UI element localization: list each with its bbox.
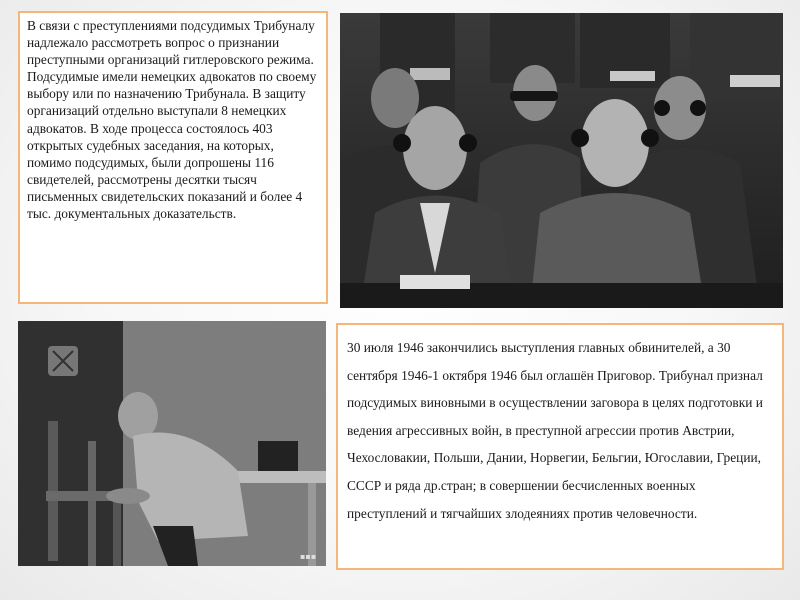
text-box-trial-organizations <box>18 11 328 304</box>
paragraph-trial-organizations: В связи с преступлениями подсудимых Трибуналу надлежало рассмотреть вопрос о признании преступными организаций гитлеровского режима. Подсудимые имели немецких адвокатов по своему выбору или по назначению Трибунала. В защиту организаций отдельно выступали 8 немецких адвокатов. В ходе процесса состоялось 403 открытых судебных заседания, на которых, помимо подсудимых, были допрошены 116 свидетелей, рассмотрены десятки тысяч письменных свидетельских показаний и более 4 тыс. документальных доказательств. <box>27 18 317 222</box>
photo-defendant-in-cell <box>18 321 326 566</box>
photo-defendants-in-dock <box>340 13 783 308</box>
paragraph-verdict: 30 июля 1946 закончились выступления главных обвинителей, а 30 сентября 1946-1 октября 1946 был оглашён Приговор. Трибунал признал подсудимых виновными в осуществлении заговора в целях подготовки и ведения агрессивных войн, в преступной агрессии против Австрии, Чехословакии, Польши, Дании, Норвегии, Бельгии, Югославии, Греции, СССР и ряда др.стран; в совершении бесчисленных военных преступлений и тягчайших злодеяниях против человечности. <box>347 340 763 521</box>
text-box-verdict <box>336 323 784 570</box>
svg-text:▪▪▪: ▪▪▪ <box>300 552 317 561</box>
